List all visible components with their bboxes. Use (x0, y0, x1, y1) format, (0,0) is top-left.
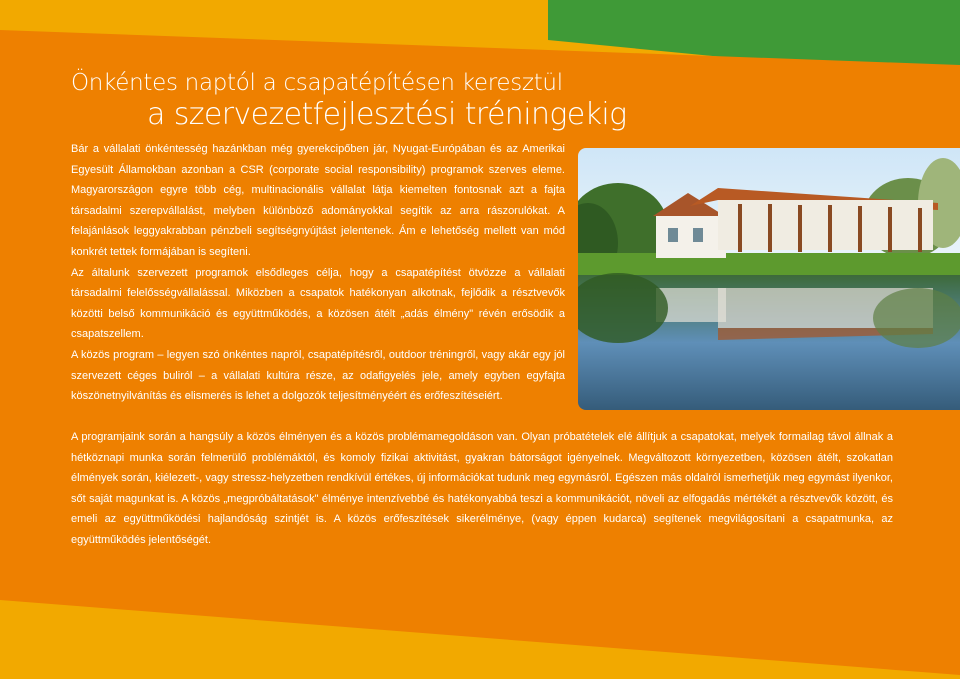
paragraph-csr: Bár a vállalati önkéntesség hazánkban még gyerekcipőben jár, Nyugat-Európában és az Amerikai Egyesült Államokban azonban a CSR (corporate social responsibility) programok szerves eleme. Magyarországon egyre több cég, multinacionális vállalat látja kiemelten fontosnak azt a fajta társadalmi szerepvállalást, melyben különböző adományokkal segítik az arra rászorulókat. A felajánlások leggyakrabban pénzbeli segítségnyújtást jelentenek. Ám e lehetőség mellett van mód konkrét tettek formájában is segíteni. (71, 143, 565, 258)
photo-illustration (578, 148, 960, 410)
wide-paragraph-block (71, 427, 893, 551)
paragraph-program-goal: Az általunk szervezett programok elsődleges célja, hogy a csapatépítést ötvözze a vállalati társadalmi felelősségvállalással. Miközben a csapatok hatékonyan alkotnak, fejlődik a résztvevők közötti belső kommunikáció és együttműködés, a közösen átélt „adás élmény" révén erősödik a csapatszellem. (71, 266, 565, 341)
paragraph-shared-experience: A programjaink során a hangsúly a közös élményen és a közös problémamegoldáson van. Olyan próbatételek elé állítjuk a csapatokat, melyek formailag távol állnak a hétköznapi munka során felmerülő problémáktól, és komoly fizikai aktivitást, gyakran bátorságot igényelnek. Megváltozott környezetben, közösen átélt, szokatlan élmények során, kiélezett-, vagy stressz-helyzetben rendkívül értékes, új információkat tudunk meg egymásról. Egészen más oldalról ismerhetjük meg egymást ilyenkor, sőt saját magunkat is. A közös „megpróbáltatások" élménye intenzívebbé és hatékonyabbá teszi a kommunikációt, növeli az elfogadás mértékét a résztvevők között, és emeli az együttműködési hajlandóság szintjét is. A közös erőfeszítések sikerélménye, (vagy éppen kudarca) segítenek megvilágosítani a csapatmunka, az együttműködés jelentőségét. (71, 431, 893, 546)
intro-column (71, 139, 565, 407)
lake-building-photo (578, 148, 960, 410)
page-title-line-1: Önkéntes naptól a csapatépítésen keresztül (71, 70, 563, 96)
page-title-line-2: a szervezetfejlesztési tréningekig (147, 97, 627, 132)
paragraph-common-program: A közös program – legyen szó önkéntes napról, csapatépítésről, outdoor tréningről, vagy akár egy jól szervezett céges buliról – a vállalati kultúra része, az odafigyelés jele, amely egyben egyfajta köszönetnyilvánítás és elismerés is lehet a dolgozók teljesítményéért és erőfeszítéseiért. (71, 348, 565, 403)
